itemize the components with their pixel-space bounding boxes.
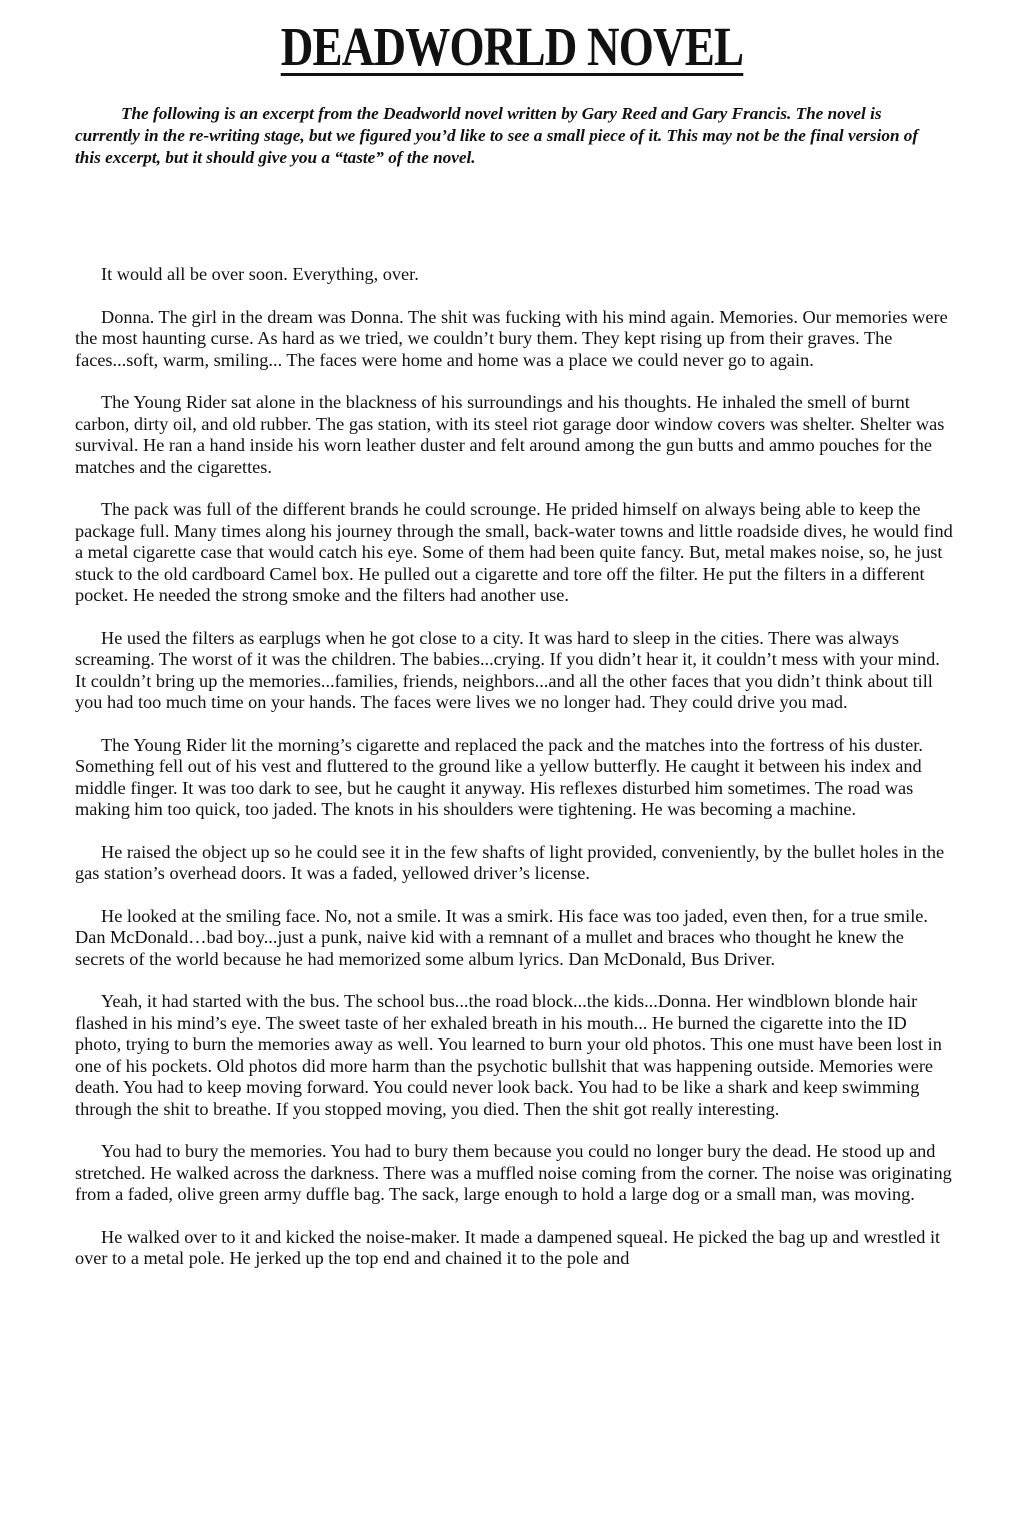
paragraph: Donna. The girl in the dream was Donna. The shit was fucking with his mind again. Memories. Our memories were the most haunting curse. As hard as we tried, we couldn’t bury them. They kept rising up from their graves. The faces...soft, warm, smiling... The faces were home and home was a place we could never go to again. [75,306,948,370]
page-title: DEADWORLD NOVEL [280,16,744,77]
paragraph: He looked at the smiling face. No, not a smile. It was a smirk. His face was too jaded, even then, for a true smile. Dan McDonald…bad boy...just a punk, naive kid with a remnant of a mullet and braces who thought he knew the secrets of the world because he had memorized some album lyrics. Dan McDonald, Bus Driver. [75,905,928,969]
paragraph: Yeah, it had started with the bus. The school bus...the road block...the kids...Donna. Her windblown blonde hair flashed in his mind’s eye. The sweet taste of her exhaled breath in his mouth... He burned the cigarette into the ID photo, trying to burn the memories away as well. You learned to burn your old photos. This one must have been lost in one of his pockets. Old photos did more harm than the psychotic bullshit that was happening outside. Memories were death. You had to keep moving forward. You could never look back. You had to be like a shark and keep swimming through the shit to breathe. If you stopped moving, you died. Then the shit got really interesting. [75,991,942,1119]
intro-text: The following is an excerpt from the Deadworld novel written by Gary Reed and Gary Francis. The novel is currently in the re-writing stage, but we figured you’d like to see a small piece of it. This may not be the final version of this excerpt, but it should give you a “taste” of the novel. [75,104,919,167]
paragraph: He used the filters as earplugs when he got close to a city. It was hard to sleep in the cities. There was always screaming. The worst of it was the children. The babies...crying. If you didn’t hear it, it couldn’t mess with your mind. It couldn’t bring up the memories...families, friends, neighbors...and all the other faces that you didn’t think about till you had too much time on your hands. The faces were lives we no longer had. They could drive you mad. [75,627,940,712]
paragraph: The pack was full of the different brands he could scrounge. He prided himself on always being able to keep the package full. Many times along his journey through the small, back-water towns and little roadside dives, he would find a metal cigarette case that would catch his eye. Some of them had been quite fancy. But, metal makes noise, so, he just stuck to the old cardboard Camel box. He pulled out a cigarette and tore off the filter. He put the filters in a different pocket. He needed the strong smoke and the filters had another use. [75,499,953,605]
paragraph: The Young Rider lit the morning’s cigarette and replaced the pack and the matches into the fortress of his duster. Something fell out of his vest and fluttered to the ground like a yellow butterfly. He caught it between his index and middle finger. It was too dark to see, but he caught it anyway. His reflexes disturbed him sometimes. The road was making him too quick, too jaded. The knots in his shoulders were tightening. He was becoming a machine. [75,734,923,819]
novel-excerpt [75,264,953,1291]
paragraph: The Young Rider sat alone in the blackness of his surroundings and his thoughts. He inhaled the smell of burnt carbon, dirty oil, and old rubber. The gas station, with its steel riot garage door window covers was shelter. Shelter was survival. He ran a hand inside his worn leather duster and felt around among the gun butts and ammo pouches for the matches and the cigarettes. [75,392,945,477]
paragraph: You had to bury the memories. You had to bury them because you could no longer bury the dead. He stood up and stretched. He walked across the darkness. There was a muffled noise coming from the corner. The noise was originating from a faded, olive green army duffle bag. The sack, large enough to hold a large dog or a small man, was moving. [75,1141,952,1204]
paragraph: He raised the object up so he could see it in the few shafts of light provided, conveniently, by the bullet holes in the gas station’s overhead doors. It was a faded, yellowed driver’s license. [75,841,945,883]
paragraph: He walked over to it and kicked the noise-maker. It made a dampened squeal. He picked the bag up and wrestled it over to a metal pole. He jerked up the top end and chained it to the pole and [75,1226,941,1268]
paragraph: It would all be over soon. Everything, over. [101,264,419,284]
